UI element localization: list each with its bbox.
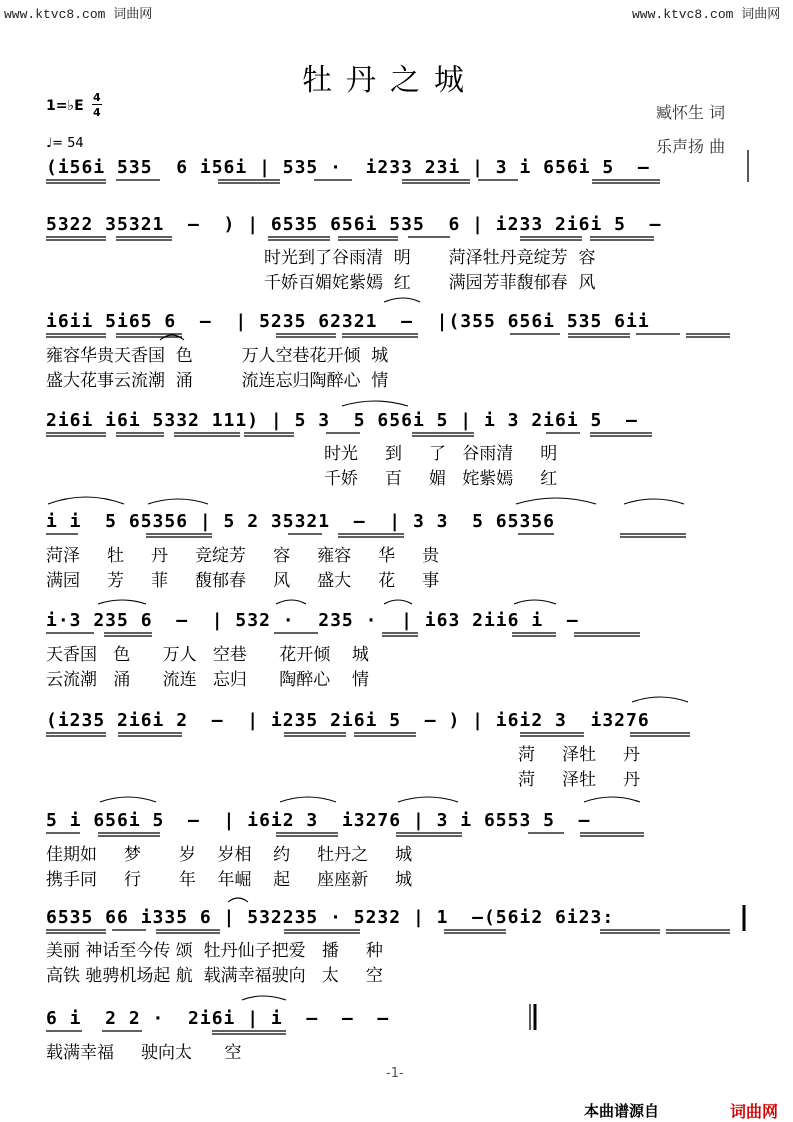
lyric-row-4-verse-1: 时光 到 了 谷雨清 明 xyxy=(324,444,558,464)
tempo-mark: ♩= 54 xyxy=(46,136,84,151)
time-signature-bottom: 4 xyxy=(93,106,101,119)
page-title: 牡丹之城 xyxy=(302,63,478,98)
lyric-row-6-verse-2: 云流潮 涌 流连 忘归 陶醉心 情 xyxy=(46,670,369,690)
lyric-row-2-verse-2: 千娇百媚姹紫嫣 红 满园芳菲馥郁春 风 xyxy=(264,273,596,293)
staff-row-4: 2i6i i6i 5332 111) | 5 3 5 656i 5 | i 3 2i6i 5 – xyxy=(46,410,638,431)
staff-row-7: (i235 2i6i 2 – | i235 2i6i 5 – ) | i6i2 3 i3276 xyxy=(46,710,650,731)
staff-row-6: i·3 235 6 – | 532 · 235 · | i63 2ii6 i – xyxy=(46,610,579,631)
footer-brand-link[interactable]: 词曲网 xyxy=(730,1102,779,1121)
key-signature: 1=♭E xyxy=(46,98,84,114)
lyric-row-3-verse-1: 雍容华贵天香国 色 万人空巷花开倾 城 xyxy=(46,346,389,366)
lyric-row-10-verse-1: 载满幸福 驶向太 空 xyxy=(46,1043,242,1063)
watermark-left: www.ktvc8.com 词曲网 xyxy=(4,7,153,22)
composer-credit: 乐声扬 曲 xyxy=(656,137,726,156)
final-barline xyxy=(530,150,748,1030)
lyricist-credit: 臧怀生 词 xyxy=(656,103,726,122)
lyric-row-2-verse-1: 时光到了谷雨清 明 菏泽牡丹竞绽芳 容 xyxy=(264,248,596,268)
staff-row-1: (i56i 535 6 i56i | 535 · i233 23i | 3 i 656i 5 – xyxy=(46,157,650,178)
footer-source-text: 本曲谱源自 xyxy=(584,1102,660,1120)
lyric-row-6-verse-1: 天香国 色 万人 空巷 花开倾 城 xyxy=(46,645,369,665)
staff-row-3: i6ii 5i65 6 – | 5235 62321 – |(355 656i 535 6ii xyxy=(46,311,650,332)
staff-row-10: 6 i 2 2 · 2i6i | i – – – xyxy=(46,1008,390,1029)
time-signature-top: 4 xyxy=(93,91,101,104)
beam-underlines xyxy=(46,180,730,1034)
lyric-row-7-verse-1: 菏 泽牡 丹 xyxy=(518,745,641,765)
lyric-row-5-verse-2: 满园 芳 菲 馥郁春 风 盛大 花 事 xyxy=(46,571,440,591)
watermark-right: www.ktvc8.com 词曲网 xyxy=(632,7,781,22)
lyric-row-8-verse-2: 携手同 行 年 年崛 起 座座新 城 xyxy=(46,870,413,890)
lyric-row-7-verse-2: 菏 泽牡 丹 xyxy=(518,770,641,790)
lyric-row-4-verse-2: 千娇 百 媚 姹紫嫣 红 xyxy=(324,469,558,489)
staff-row-9: 6535 66 i335 6 | 532235 · 5232 | 1 –(56i2 6i23: xyxy=(46,907,615,928)
lyric-row-9-verse-1: 美丽 神话至今传 颂 牡丹仙子把爱 播 种 xyxy=(46,941,383,961)
lyric-row-5-verse-1: 菏泽 牡 丹 竞绽芳 容 雍容 华 贵 xyxy=(46,546,440,566)
staff-row-8: 5 i 656i 5 – | i6i2 3 i3276 | 3 i 6553 5 – xyxy=(46,810,591,831)
staff-row-2: 5322 35321 – ) | 6535 656i 535 6 | i233 2i6i 5 – xyxy=(46,214,662,235)
lyric-row-3-verse-2: 盛大花事云流潮 涌 流连忘归陶醉心 情 xyxy=(46,371,389,391)
lyric-row-9-verse-2: 高铁 驰骋机场起 航 载满幸福驶向 太 空 xyxy=(46,966,383,986)
slurs xyxy=(48,298,688,1000)
page-number: -1- xyxy=(386,1066,404,1081)
staff-row-5: i i 5 65356 | 5 2 35321 – | 3 3 5 65356 xyxy=(46,511,555,532)
lyric-row-8-verse-1: 佳期如 梦 岁 岁相 约 牡丹之 城 xyxy=(46,845,413,865)
